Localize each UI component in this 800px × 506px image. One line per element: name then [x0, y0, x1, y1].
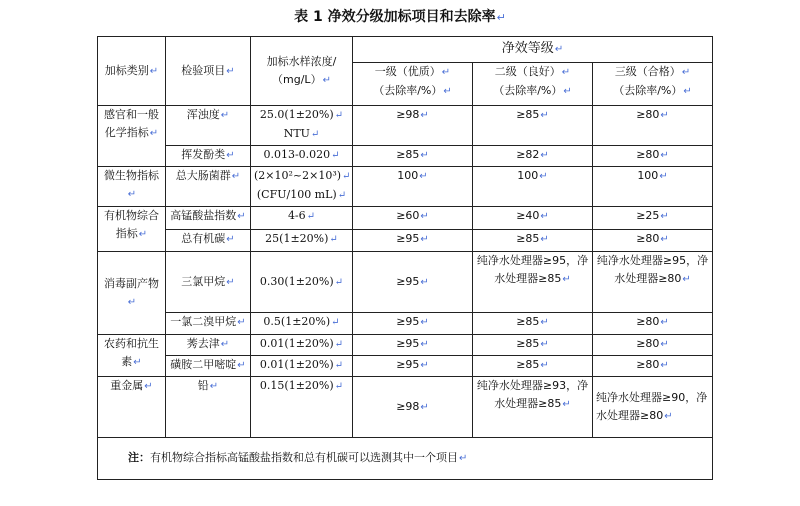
grade3-cell: ≥80↵ [593, 356, 713, 377]
table-title-text: 表 1 净效分级加标项目和去除率 [294, 9, 496, 25]
grade2-cell: ≥85↵ [473, 335, 593, 356]
category-cell: 消毒副产物↵ [98, 252, 166, 335]
category-cell: 感官和一般化学指标↵ [98, 106, 166, 167]
grade2-cell: ≥85↵ [473, 106, 593, 146]
conc-cell: 0.5(1±20%)↵ [251, 313, 353, 335]
conc-cell: 0.01(1±20%)↵ [251, 356, 353, 377]
grade3-cell: ≥80↵ [593, 230, 713, 252]
grade2-cell: 纯净水处理器≥93，净水处理器≥85↵ [473, 377, 593, 438]
grade3-cell: 100↵ [593, 167, 713, 207]
item-cell: 三氯甲烷↵ [166, 252, 251, 313]
conc-cell: 25(1±20%)↵ [251, 230, 353, 252]
note-label: 注： [128, 451, 150, 464]
table-note: 注：有机物综合指标高锰酸盐指数和总有机碳可以选测其中一个项目↵ [98, 438, 713, 480]
table-note-row [98, 438, 713, 480]
conc-cell: 0.30(1±20%)↵ [251, 252, 353, 313]
grade1-cell: ≥85↵ [353, 146, 473, 167]
note-text: 有机物综合指标高锰酸盐指数和总有机碳可以选测其中一个项目 [150, 451, 458, 464]
grade1-cell: ≥98↵ [353, 106, 473, 146]
table-row [98, 207, 713, 230]
grade3-cell: 纯净水处理器≥90，净水处理器≥80↵ [593, 377, 713, 438]
header-category: 加标类别↵ [98, 37, 166, 106]
grade1-cell: ≥60↵ [353, 207, 473, 230]
item-cell: 浑浊度↵ [166, 106, 251, 146]
grade1-cell: 100↵ [353, 167, 473, 207]
purification-grade-table [97, 36, 713, 480]
grade2-cell: 纯净水处理器≥95，净水处理器≥85↵ [473, 252, 593, 313]
item-cell: 挥发酚类↵ [166, 146, 251, 167]
item-cell: 高锰酸盐指数↵ [166, 207, 251, 230]
table-title [0, 6, 800, 26]
grade2-cell: 100↵ [473, 167, 593, 207]
category-cell: 有机物综合指标↵ [98, 207, 166, 252]
grade3-cell: ≥25↵ [593, 207, 713, 230]
grade2-cell: ≥40↵ [473, 207, 593, 230]
grade3-cell: 纯净水处理器≥95，净水处理器≥80↵ [593, 252, 713, 313]
category-cell: 微生物指标↵ [98, 167, 166, 207]
table-row [98, 335, 713, 356]
header-grade2: 二级（良好）↵ （去除率/%）↵ [473, 63, 593, 106]
grade1-cell: ≥95↵ [353, 356, 473, 377]
item-cell: 一氯二溴甲烷↵ [166, 313, 251, 335]
table-row [98, 146, 713, 167]
table-row [98, 106, 713, 146]
table-row [98, 167, 713, 207]
conc-cell: 4-6↵ [251, 207, 353, 230]
grade1-cell: ≥95↵ [353, 230, 473, 252]
grade2-cell: ≥85↵ [473, 313, 593, 335]
table-row [98, 356, 713, 377]
paragraph-mark-icon: ↵ [496, 11, 506, 24]
header-grade3: 三级（合格）↵ （去除率/%）↵ [593, 63, 713, 106]
grade3-cell: ≥80↵ [593, 313, 713, 335]
header-concentration: 加标水样浓度/（mg/L）↵ [251, 37, 353, 106]
table-row [98, 252, 713, 313]
grade3-cell: ≥80↵ [593, 335, 713, 356]
grade2-cell: ≥85↵ [473, 356, 593, 377]
grade1-cell: ≥95↵ [353, 335, 473, 356]
item-cell: 磺胺二甲嘧啶↵ [166, 356, 251, 377]
grade3-cell: ≥80↵ [593, 146, 713, 167]
grade2-cell: ≥85↵ [473, 230, 593, 252]
conc-cell: 0.01(1±20%)↵ [251, 335, 353, 356]
grade1-cell: ≥98↵ [353, 377, 473, 438]
category-cell: 重金属↵ [98, 377, 166, 438]
grade1-cell: ≥95↵ [353, 252, 473, 313]
header-grade1: 一级（优质）↵ （去除率/%）↵ [353, 63, 473, 106]
item-cell: 莠去津↵ [166, 335, 251, 356]
conc-cell: 0.15(1±20%)↵ [251, 377, 353, 438]
conc-cell: (2×10²~2×10³)↵ (CFU/100 mL)↵ [251, 167, 353, 207]
conc-cell: 0.013-0.020↵ [251, 146, 353, 167]
grade3-cell: ≥80↵ [593, 106, 713, 146]
conc-cell: 25.0(1±20%)↵ NTU↵ [251, 106, 353, 146]
item-cell: 总有机碳↵ [166, 230, 251, 252]
table-row [98, 313, 713, 335]
item-cell: 铅↵ [166, 377, 251, 438]
header-item: 检验项目↵ [166, 37, 251, 106]
table-row [98, 230, 713, 252]
grade1-cell: ≥95↵ [353, 313, 473, 335]
grade2-cell: ≥82↵ [473, 146, 593, 167]
category-cell: 农药和抗生素↵ [98, 335, 166, 377]
table-row [98, 377, 713, 438]
header-grade-group: 净效等级↵ [353, 37, 713, 63]
item-cell: 总大肠菌群↵ [166, 167, 251, 207]
